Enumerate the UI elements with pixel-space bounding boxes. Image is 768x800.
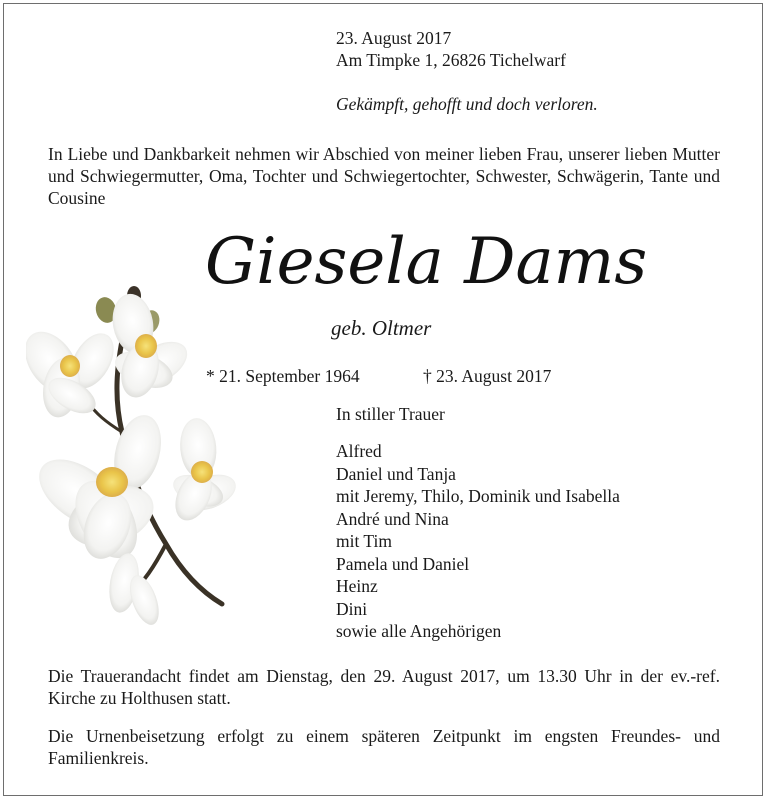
mourner-line: Alfred bbox=[336, 441, 382, 461]
mourner-line: sowie alle Angehörigen bbox=[336, 621, 502, 641]
intro-text: In Liebe und Dankbarkeit nehmen wir Abschied von meiner lieben Frau, unserer lieben Mutter und Schwiegermutter, Oma, Tochter und Schwiegertochter, Schwester, Schwägerin, Tante und Cousine bbox=[48, 144, 720, 208]
orchid-illustration bbox=[26, 282, 256, 642]
header-date: 23. August 2017 bbox=[336, 28, 452, 48]
mourner-line: Pamela und Daniel bbox=[336, 553, 470, 574]
burial-notice: Die Urnenbeisetzung erfolgt zu einem späteren Zeitpunkt im engsten Freundes- und Familienkreis. bbox=[48, 726, 720, 768]
mourning-heading: In stiller Trauer bbox=[336, 404, 445, 424]
header-address: Am Timpke 1, 26826 Tichelwarf bbox=[336, 50, 566, 70]
mourner-line: Daniel und Tanja bbox=[336, 463, 456, 484]
header-motto: Gekämpft, gehofft und doch verloren. bbox=[336, 94, 598, 114]
birth-date: * 21. September 1964 bbox=[206, 366, 360, 386]
maiden-name: geb. Oltmer bbox=[331, 316, 432, 340]
mourner-line: mit Jeremy, Thilo, Dominik und Isabella bbox=[336, 486, 620, 506]
mourner-line: Dini bbox=[336, 598, 368, 619]
deceased-name: Giesela Dams bbox=[205, 225, 648, 299]
service-notice: Die Trauerandacht findet am Dienstag, den 29. August 2017, um 13.30 Uhr in der ev.-ref. Kirche zu Holthusen statt. bbox=[48, 666, 720, 708]
mourner-line: mit Tim bbox=[336, 531, 392, 551]
mourners-list bbox=[336, 440, 620, 643]
mourner-line: André und Nina bbox=[336, 508, 449, 529]
death-date: † 23. August 2017 bbox=[423, 366, 552, 386]
mourner-line: Heinz bbox=[336, 576, 378, 596]
